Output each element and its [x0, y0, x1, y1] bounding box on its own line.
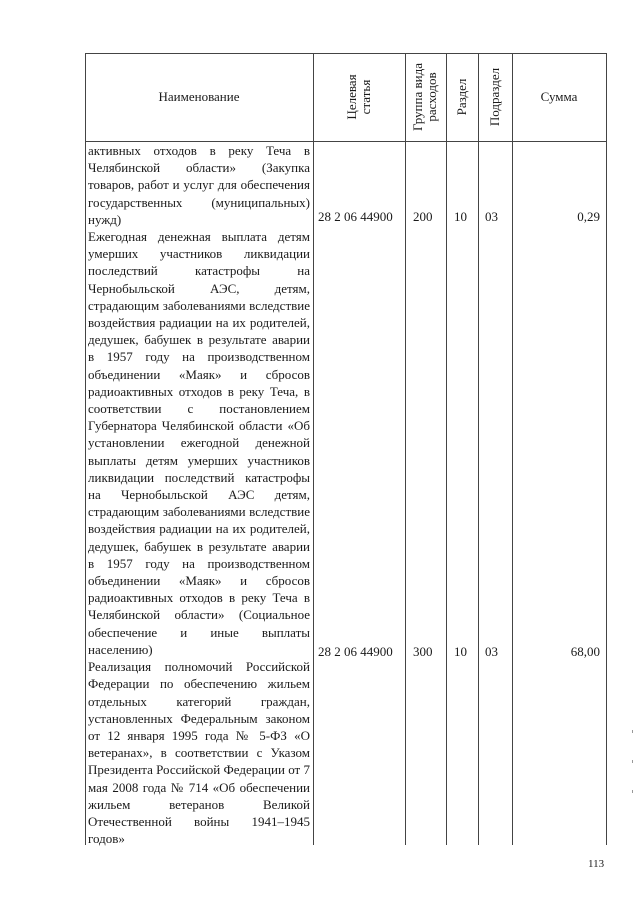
header-target-article-line1: Целевая: [344, 74, 359, 120]
col-divider-1: [313, 53, 314, 845]
row-2-section: 10: [454, 644, 467, 659]
header-section: Раздел: [454, 78, 469, 116]
scan-mark: [632, 790, 633, 793]
name-column: [88, 142, 310, 847]
header-expense-group: [411, 63, 439, 131]
row-2-subsection: 03: [485, 644, 498, 659]
header-target-article: [345, 74, 373, 119]
row-1-name: активных отходов в реку Теча в Челябинской области» (Закупка товаров, работ и услуг для обеспечения государственных (муниципальных) нужд): [88, 143, 310, 227]
header-subsection: Подраздел: [487, 67, 502, 127]
scan-mark: [632, 730, 633, 733]
row-1-subsection: 03: [485, 209, 498, 224]
col-divider-5: [512, 53, 513, 845]
header-expense-group-line2: расходов: [424, 72, 439, 122]
page-number: 113: [588, 858, 605, 870]
table-right-border: [606, 53, 607, 845]
row-1-target-article: 28 2 06 44900: [318, 209, 393, 224]
row-2-name: Ежегодная денежная выплата детям умерших участников ликвидации последствий катастрофы на Чернобыльской АЭС, детям, страдающим заболеваниями вследствие воздействия радиации на их родителей, дедушек, бабушек в результате аварии в 1957 году на производственном объединении «Маяк» и сбросов радиоактивных отходов в реку Теча, в соответствии с постановлением Губернатора Челябинской области «Об установлении ежегодной денежной выплаты детям умерших участников ликвидации последствий катастрофы на Чернобыльской АЭС детям, страдающим заболеваниями вследствие воздействия радиации на их родителей, дедушек, бабушек в результате аварии в 1957 году на производственном объединении «Маяк» и сбросов радиоактивных отходов в реку Теча в Челябинской области» (Социальное обеспечение и иные выплаты населению): [88, 229, 310, 657]
col-divider-3: [446, 53, 447, 845]
col-divider-2: [405, 53, 406, 845]
header-expense-group-line1: Группа вида: [410, 63, 425, 131]
row-2-expense-group: 300: [413, 644, 433, 659]
row-1-section: 10: [454, 209, 467, 224]
col-divider-4: [478, 53, 479, 845]
scan-mark: [632, 760, 633, 763]
header-amount: Сумма: [540, 89, 578, 104]
row-2-target-article: 28 2 06 44900: [318, 644, 393, 659]
row-1-expense-group: 200: [413, 209, 433, 224]
row-3-name: Реализация полномочий Российской Федерации по обеспечению жильем отдельных категорий граждан, установленных Федеральным законом от 12 января 1995 года № 5-ФЗ «О ветеранах», в соответствии с Указом Президента Российской Федерации от 7 мая 2008 года № 714 «Об обеспечении жильем ветеранов Великой Отечественной войны 1941–1945 годов»: [88, 659, 310, 847]
header-target-article-line2: статья: [358, 79, 373, 115]
row-2-amount: 68,00: [570, 644, 600, 659]
row-1-amount: 0,29: [577, 209, 600, 224]
header-name: Наименование: [158, 89, 240, 104]
table-left-border: [85, 53, 86, 845]
budget-table: [85, 53, 607, 845]
